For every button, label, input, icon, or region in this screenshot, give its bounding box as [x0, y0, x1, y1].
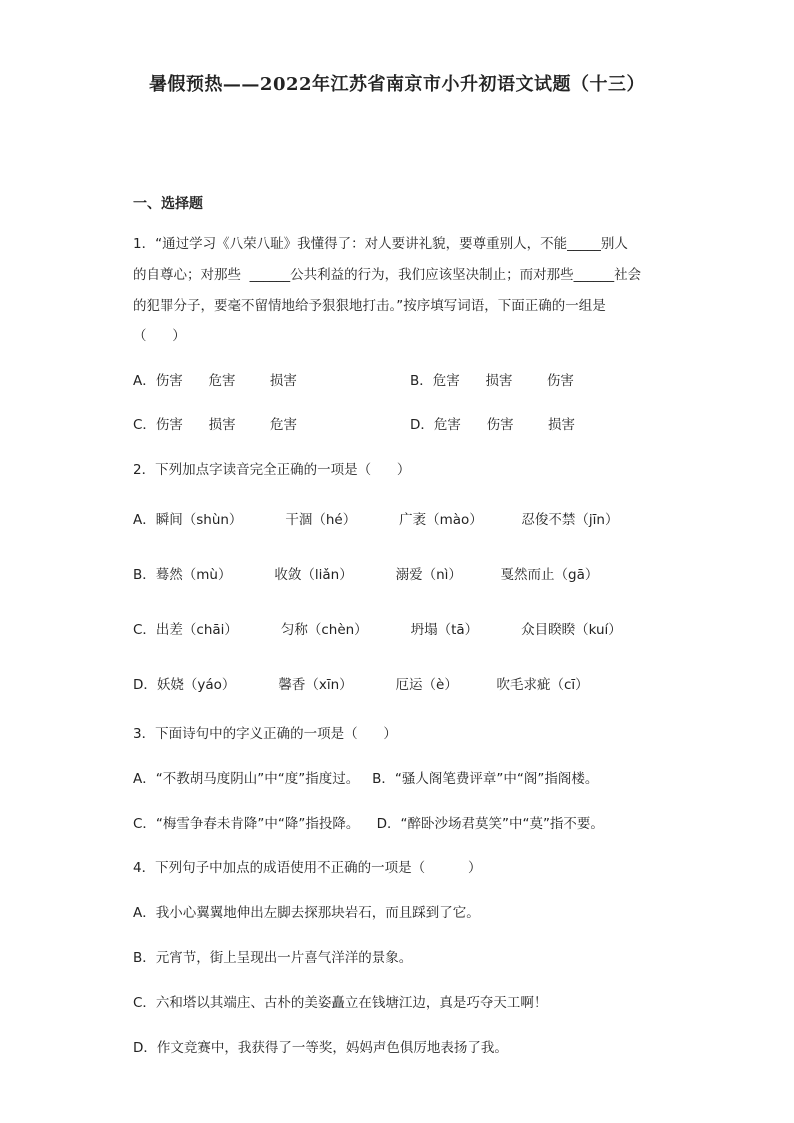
- q1-option-a[interactable]: A．伤害 危害 损害: [133, 373, 297, 389]
- q4-stem: 4．下列句子中加点的成语使用不正确的一项是（ ）: [133, 860, 482, 876]
- q2-option-d[interactable]: D．妖娆（yáo） 馨香（xīn） 厄运（è） 吹毛求疵（cī）: [133, 677, 589, 693]
- q1-option-c[interactable]: C．伤害 损害 危害: [133, 417, 298, 433]
- q2-option-c[interactable]: C．出差（chāi） 匀称（chèn） 坍塌（tā） 众目睽睽（kuí）: [133, 622, 622, 638]
- q1-line-1: 1．“通过学习《八荣八耻》我懂得了：对人要讲礼貌，要尊重别人，不能_____别人: [133, 236, 628, 252]
- q4-option-b[interactable]: B．元宵节，街上呈现出一片喜气洋洋的景象。: [133, 950, 413, 966]
- q3-options-ab[interactable]: A．“不教胡马度阴山”中“度”指度过。 B．“骚人阁笔费评章”中“阁”指阁楼。: [133, 771, 599, 787]
- q4-option-c[interactable]: C．六和塔以其端庄、古朴的美姿矗立在钱塘江边，真是巧夺天工啊！: [133, 995, 548, 1011]
- q1-line-3: 的犯罪分子，要毫不留情地给予狠狠地打击。”按序填写词语，下面正确的一组是: [133, 298, 606, 314]
- q1-line-4: （ ）: [133, 328, 186, 344]
- q1-line-2: 的自尊心；对那些 ______公共利益的行为，我们应该坚决制止；而对那些______社会: [133, 267, 642, 283]
- q2-option-a[interactable]: A．瞬间（shùn） 干涸（hé） 广袤（mào） 忍俊不禁（jīn）: [133, 512, 619, 528]
- q3-stem: 3．下面诗句中的字义正确的一项是（ ）: [133, 726, 397, 742]
- section-heading: 一、选择题: [133, 196, 203, 212]
- q1-option-d[interactable]: D．危害 伤害 损害: [410, 417, 575, 433]
- q4-option-d[interactable]: D．作文竞赛中，我获得了一等奖，妈妈声色俱厉地表扬了我。: [133, 1040, 508, 1056]
- q4-option-a[interactable]: A．我小心翼翼地伸出左脚去探那块岩石，而且踩到了它。: [133, 905, 480, 921]
- page-title: 暑假预热——2022年江苏省南京市小升初语文试题（十三）: [148, 74, 646, 95]
- q1-option-b[interactable]: B．危害 损害 伤害: [410, 373, 574, 389]
- q3-options-cd[interactable]: C．“梅雪争春未肯降”中“降”指投降。 D．“醉卧沙场君莫笑”中“莫”指不要。: [133, 816, 604, 832]
- q2-stem: 2．下列加点字读音完全正确的一项是（ ）: [133, 462, 411, 478]
- q2-option-b[interactable]: B．蓦然（mù） 收敛（liǎn） 溺爱（nì） 戛然而止（gā）: [133, 567, 599, 583]
